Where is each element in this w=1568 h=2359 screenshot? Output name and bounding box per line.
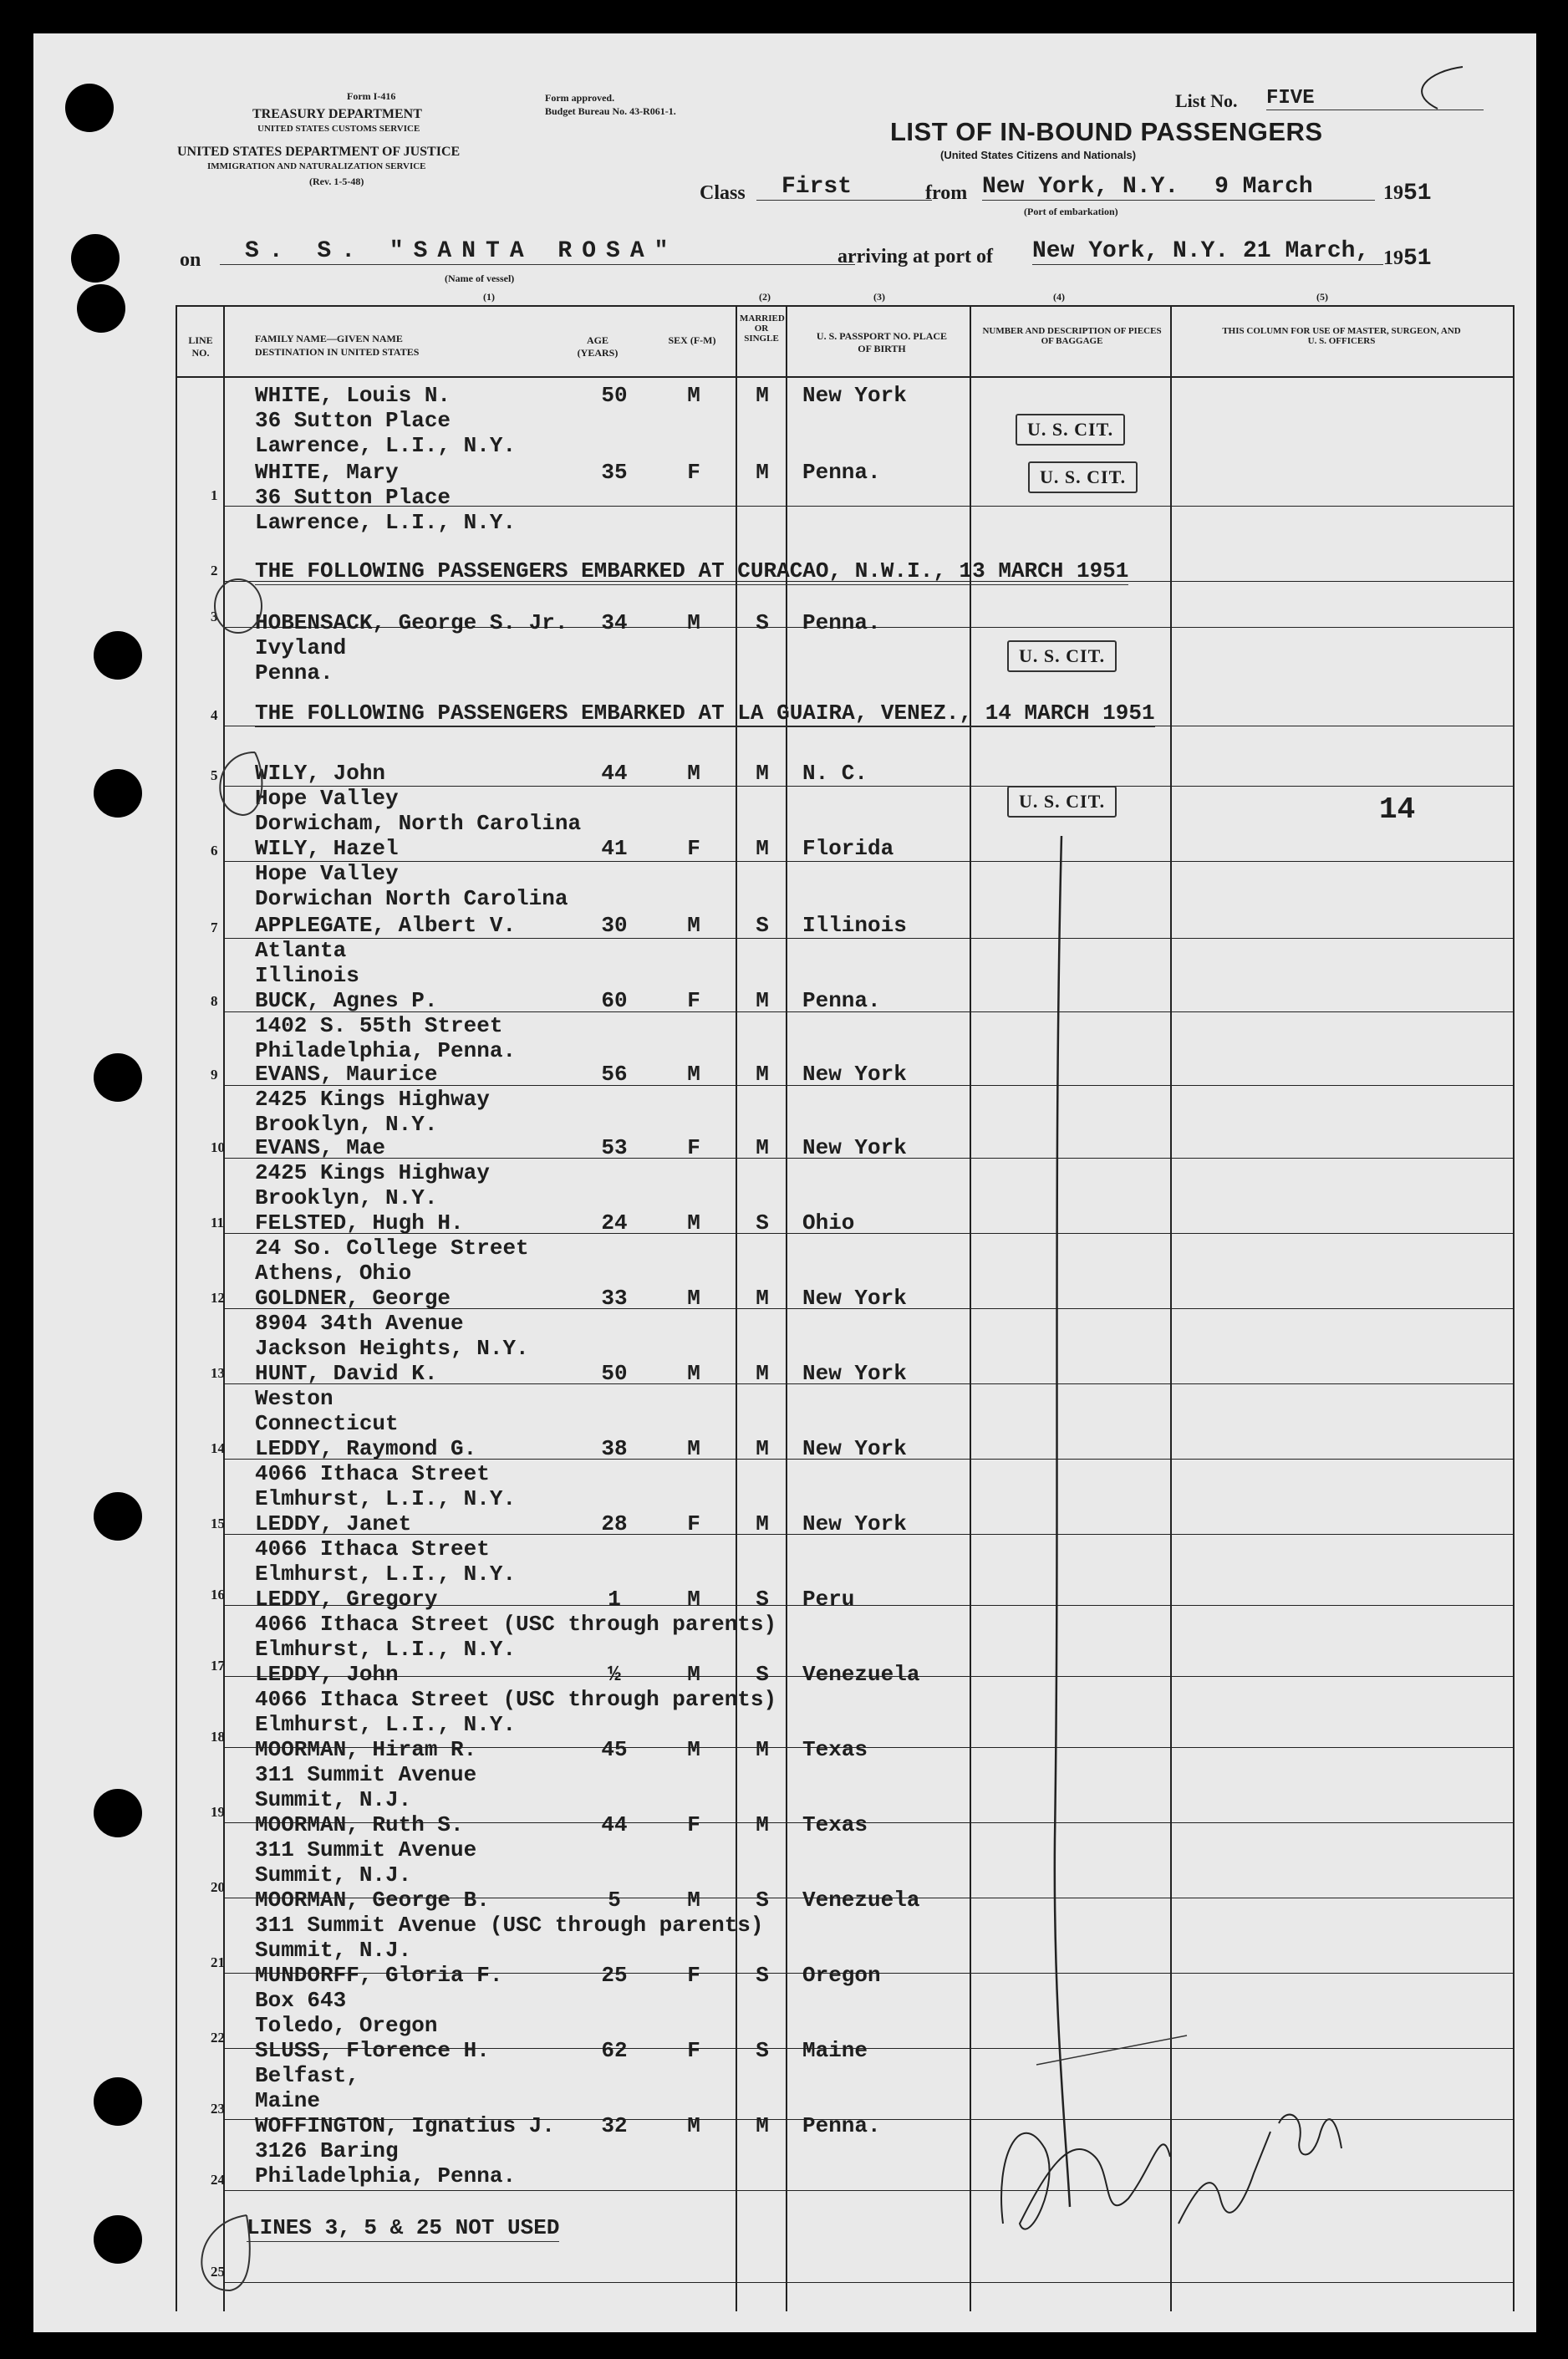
passenger-sex: M [687,1210,700,1236]
line-number: 18 [211,1729,225,1745]
passenger-age: 45 [601,1737,628,1762]
passenger-city: Philadelphia, Penna. [255,2163,517,2188]
passenger-age: 41 [601,836,628,861]
passenger-birthplace: New York [802,1511,907,1536]
year-suffix: 51 [1403,246,1432,272]
passenger-name: LEDDY, Gregory [255,1587,438,1612]
year-2 [1383,246,1432,272]
passenger-city: Maine [255,2088,321,2113]
passenger-age: 35 [601,460,628,485]
handwritten-circle [209,573,267,639]
passenger-age: 62 [601,2038,628,2063]
line-number: 11 [211,1215,225,1230]
passenger-address: Atlanta [255,938,347,963]
passenger-birthplace: Penna. [802,610,881,635]
col-num-2: (2) [759,291,771,303]
passenger-city: Brooklyn, N.Y. [255,1112,438,1137]
passenger-marital-status: S [756,1587,769,1612]
passenger-address: 4066 Ithaca Street (USC through parents) [255,1612,777,1637]
passenger-marital-status: M [756,1511,769,1536]
class-label: Class [700,182,746,204]
passenger-marital-status: M [756,460,769,485]
passenger-birthplace: N. C. [802,761,868,786]
passenger-city: Illinois [255,963,359,988]
passenger-age: 38 [601,1436,628,1461]
line-number: 20 [211,1879,225,1895]
passenger-sex: M [687,1888,700,1913]
footer-note: LINES 3, 5 & 25 NOT USED [247,2215,560,2240]
passenger-birthplace: Texas [802,1812,868,1837]
passenger-sex: F [687,460,700,485]
from-label: from [925,182,968,204]
vessel-name: S. S. "SANTA ROSA" [220,238,855,265]
passenger-city: Toledo, Oregon [255,2013,438,2038]
table-top-border [176,305,1513,307]
passenger-marital-status: M [756,2113,769,2138]
punch-hole [71,234,120,283]
line-number: 16 [211,1587,225,1602]
passenger-sex: M [687,383,700,408]
customs-service: UNITED STATES CUSTOMS SERVICE [257,124,420,134]
passenger-name: LEDDY, Janet [255,1511,412,1536]
passenger-birthplace: Penna. [802,988,881,1013]
passenger-name: HOBENSACK, George S. Jr. [255,610,568,635]
passenger-sex: F [687,1135,700,1160]
passenger-marital-status: M [756,383,769,408]
passenger-age: 60 [601,988,628,1013]
from-port: New York, N.Y. [982,174,1179,200]
col-num-1: (1) [483,291,495,303]
punch-hole [94,1053,142,1102]
passenger-city: Dorwichan North Carolina [255,886,568,911]
col-header-baggage: NUMBER AND DESCRIPTION OF PIECES OF BAGGAGE [982,326,1162,346]
passenger-sex: F [687,1812,700,1837]
us-citizen-stamp: U. S. CIT. [1007,786,1117,818]
passenger-address: Weston [255,1386,333,1411]
passenger-city: Elmhurst, L.I., N.Y. [255,1712,517,1737]
col-num-4: (4) [1053,291,1065,303]
col-header-age: AGE (YEARS) [577,334,619,359]
passenger-marital-status: M [756,836,769,861]
list-no-label: List No. [1175,90,1238,111]
passenger-marital-status: M [756,761,769,786]
passenger-marital-status: M [756,1361,769,1386]
passenger-address: 1402 S. 55th Street [255,1013,503,1038]
passenger-address: 311 Summit Avenue [255,1837,477,1862]
passenger-sex: M [687,761,700,786]
passenger-address: 4066 Ithaca Street [255,1536,490,1562]
passenger-sex: M [687,1737,700,1762]
passenger-address: Belfast, [255,2063,359,2088]
passenger-sex: M [687,1587,700,1612]
passenger-birthplace: Penna. [802,2113,881,2138]
line-number: 5 [211,767,218,783]
punch-hole [94,1789,142,1837]
passenger-age: 30 [601,913,628,938]
passenger-sex: F [687,1963,700,1988]
col-num-5: (5) [1316,291,1328,303]
embark-note-curacao: THE FOLLOWING PASSENGERS EMBARKED AT CURACAO, N.W.I., 13 MARCH 1951 [255,558,1129,583]
revision: (Rev. 1-5-48) [309,176,364,187]
punch-hole [77,284,125,333]
us-citizen-stamp: U. S. CIT. [1028,461,1138,493]
passenger-birthplace: Florida [802,836,894,861]
passenger-marital-status: M [756,1135,769,1160]
passenger-birthplace: Oregon [802,1963,881,1988]
line-number: 12 [211,1290,225,1306]
col-divider [1513,305,1515,2311]
form-title: LIST OF IN-BOUND PASSENGERS [890,117,1323,146]
line-number: 2 [211,563,218,578]
passenger-sex: M [687,913,700,938]
passenger-sex: M [687,2113,700,2138]
passenger-city: Elmhurst, L.I., N.Y. [255,1637,517,1662]
passenger-marital-status: S [756,1210,769,1236]
passenger-age: 44 [601,761,628,786]
passenger-name: WOFFINGTON, Ignatius J. [255,2113,555,2138]
passenger-city: Summit, N.J. [255,1787,412,1812]
col-header-line: LINE NO. [188,334,213,359]
year-prefix: 19 [1383,182,1403,204]
passenger-marital-status: M [756,1062,769,1087]
passenger-age: 24 [601,1210,628,1236]
line-number: 24 [211,2172,225,2188]
passenger-birthplace: Illinois [802,913,907,938]
passenger-marital-status: M [756,1286,769,1311]
officer-note: 14 [1379,792,1416,827]
passenger-marital-status: M [756,1812,769,1837]
passenger-city: Athens, Ohio [255,1261,412,1286]
passenger-address: 4066 Ithaca Street (USC through parents) [255,1687,777,1712]
passenger-name: FELSTED, Hugh H. [255,1210,464,1236]
arrival-port: New York, N.Y. 21 March, [1032,238,1383,265]
passenger-address: 311 Summit Avenue [255,1762,477,1787]
justice-dept: UNITED STATES DEPARTMENT OF JUSTICE [177,145,461,159]
line-number: 17 [211,1658,225,1674]
passenger-name: BUCK, Agnes P. [255,988,438,1013]
line-number: 22 [211,2030,225,2046]
passenger-age: 56 [601,1062,628,1087]
passenger-marital-status: S [756,913,769,938]
passenger-city: Lawrence, L.I., N.Y. [255,510,517,535]
passenger-address: Box 643 [255,1988,347,2013]
line-number: 25 [211,2264,225,2280]
handwritten-signature [970,2031,1371,2282]
handwritten-mark [1387,59,1479,117]
port-embark-note: (Port of embarkation) [1024,206,1118,217]
punch-hole [94,2077,142,2126]
passenger-birthplace: New York [802,1436,907,1461]
passenger-name: SLUSS, Florence H. [255,2038,490,2063]
passenger-sex: M [687,1436,700,1461]
passenger-address: 3126 Baring [255,2138,399,2163]
form-number: Form I-416 [347,90,396,102]
passenger-address: 8904 34th Avenue [255,1311,464,1336]
passenger-address: 24 So. College Street [255,1236,529,1261]
passenger-sex: F [687,2038,700,2063]
budget-bureau: Budget Bureau No. 43-R061-1. [545,105,676,117]
passenger-name: MOORMAN, Hiram R. [255,1737,477,1762]
passenger-name: EVANS, Maurice [255,1062,438,1087]
passenger-city: Brooklyn, N.Y. [255,1185,438,1210]
line-number: 21 [211,1954,225,1970]
passenger-name: WHITE, Mary [255,460,399,485]
col-header-officers: THIS COLUMN FOR USE OF MASTER, SURGEON, AND U. S. OFFICERS [1222,326,1461,346]
passenger-name: MOORMAN, Ruth S. [255,1812,464,1837]
line-number: 23 [211,2101,225,2117]
passenger-birthplace: New York [802,1062,907,1087]
line-number: 4 [211,707,218,723]
port-of-embarkation [982,174,1375,201]
passenger-birthplace: Texas [802,1737,868,1762]
passenger-address: 36 Sutton Place [255,408,451,433]
passenger-marital-status: S [756,2038,769,2063]
passenger-address: Ivyland [255,635,347,660]
passenger-city: Lawrence, L.I., N.Y. [255,433,517,458]
passenger-marital-status: S [756,1662,769,1687]
us-citizen-stamp: U. S. CIT. [1007,640,1117,672]
passenger-name: HUNT, David K. [255,1361,438,1386]
passenger-city: Penna. [255,660,333,685]
passenger-birthplace: New York [802,1286,907,1311]
passenger-address: Hope Valley [255,786,399,811]
vessel-note: (Name of vessel) [445,273,515,284]
passenger-name: GOLDNER, George [255,1286,451,1311]
passenger-birthplace: New York [802,1135,907,1160]
passenger-marital-status: S [756,1963,769,1988]
passenger-birthplace: Penna. [802,460,881,485]
passenger-name: LEDDY, Raymond G. [255,1436,477,1461]
passenger-age: 5 [608,1888,621,1913]
passenger-sex: F [687,988,700,1013]
embark-note-la-guaira: THE FOLLOWING PASSENGERS EMBARKED AT LA GUAIRA, VENEZ., 14 MARCH 1951 [255,701,1155,726]
passenger-sex: M [687,1361,700,1386]
handwritten-check-line [1036,836,1103,2215]
passenger-sex: M [687,610,700,635]
line-number: 10 [211,1139,225,1155]
year-1 [1383,181,1432,206]
punch-hole [94,2215,142,2264]
handwritten-circle [184,2207,259,2299]
passenger-city: Elmhurst, L.I., N.Y. [255,1562,517,1587]
line-number: 7 [211,920,218,935]
passenger-city: Philadelphia, Penna. [255,1038,517,1063]
line-number: 3 [211,609,218,624]
on-label: on [180,249,201,271]
line-number: 6 [211,843,218,859]
passenger-birthplace: Maine [802,2038,868,2063]
passenger-sex: M [687,1062,700,1087]
passenger-marital-status: S [756,610,769,635]
passenger-age: 50 [601,1361,628,1386]
passenger-sex: F [687,1511,700,1536]
passenger-age: 25 [601,1963,628,1988]
passenger-name: APPLEGATE, Albert V. [255,913,517,938]
passenger-age: 34 [601,610,628,635]
passenger-birthplace: Venezuela [802,1888,920,1913]
passenger-age: 1 [608,1587,621,1612]
passenger-birthplace: Ohio [802,1210,855,1236]
passenger-sex: M [687,1662,700,1687]
treasury-dept: TREASURY DEPARTMENT [252,107,422,121]
header-bottom-border [176,376,1513,378]
passenger-city: Dorwicham, North Carolina [255,811,582,836]
passenger-name: MOORMAN, George B. [255,1888,490,1913]
class-value: First [756,174,932,201]
passenger-birthplace: Peru [802,1587,855,1612]
passenger-birthplace: Venezuela [802,1662,920,1687]
col-header-married: MARRIED OR SINGLE [740,313,785,344]
passenger-age: 44 [601,1812,628,1837]
ins-service: IMMIGRATION AND NATURALIZATION SERVICE [207,161,426,171]
col-header-sex: SEX (F-M) [668,334,716,346]
passenger-name: MUNDORFF, Gloria F. [255,1963,503,1988]
punch-hole [94,631,142,680]
passenger-city: Jackson Heights, N.Y. [255,1336,529,1361]
passenger-age: ½ [608,1662,621,1687]
passenger-city: Elmhurst, L.I., N.Y. [255,1486,517,1511]
embark-date: 9 March [1214,174,1313,200]
line-number: 19 [211,1804,225,1820]
col-header-passport: U. S. PASSPORT NO. PLACE OF BIRTH [816,330,948,354]
passenger-city: Summit, N.J. [255,1862,412,1888]
line-number: 15 [211,1516,225,1531]
passenger-address: 2425 Kings Highway [255,1087,490,1112]
line-number: 1 [211,487,218,503]
passenger-age: 32 [601,2113,628,2138]
passenger-name: LEDDY, John [255,1662,399,1687]
passenger-sex: M [687,1286,700,1311]
year-suffix: 51 [1403,181,1432,206]
passenger-birthplace: New York [802,1361,907,1386]
manifest-page [33,33,1536,2332]
passenger-age: 28 [601,1511,628,1536]
passenger-address: 36 Sutton Place [255,485,451,510]
punch-hole [65,84,114,132]
passenger-name: WILY, Hazel [255,836,399,861]
form-subtitle: (United States Citizens and Nationals) [940,149,1137,161]
passenger-name: WILY, John [255,761,386,786]
passenger-address: 311 Summit Avenue (USC through parents) [255,1913,764,1938]
year-prefix: 19 [1383,247,1403,269]
punch-hole [94,769,142,818]
col-header-name: FAMILY NAME—GIVEN NAME [255,333,403,344]
passenger-sex: F [687,836,700,861]
us-citizen-stamp: U. S. CIT. [1016,414,1125,446]
form-approved: Form approved. [545,92,615,104]
passenger-address: Hope Valley [255,861,399,886]
passenger-name: EVANS, Mae [255,1135,386,1160]
col-num-3: (3) [873,291,885,303]
line-number: 8 [211,993,218,1009]
passenger-city: Summit, N.J. [255,1938,412,1963]
col-divider [176,305,177,2311]
passenger-name: WHITE, Louis N. [255,383,451,408]
passenger-marital-status: M [756,1737,769,1762]
list-no-value: FIVE [1266,87,1484,110]
passenger-city: Connecticut [255,1411,399,1436]
line-number: 13 [211,1365,225,1381]
passenger-age: 53 [601,1135,628,1160]
col-header-destination: DESTINATION IN UNITED STATES [255,346,420,358]
arriving-label: arriving at port of [837,246,993,267]
punch-hole [94,1492,142,1541]
row-divider [223,2282,1513,2283]
row-divider [223,786,1513,787]
passenger-marital-status: M [756,988,769,1013]
passenger-age: 33 [601,1286,628,1311]
passenger-age: 50 [601,383,628,408]
passenger-address: 4066 Ithaca Street [255,1461,490,1486]
line-number: 14 [211,1440,225,1456]
passenger-marital-status: M [756,1436,769,1461]
passenger-birthplace: New York [802,383,907,408]
line-number: 9 [211,1067,218,1083]
passenger-marital-status: S [756,1888,769,1913]
handwritten-circle [205,744,272,819]
passenger-address: 2425 Kings Highway [255,1160,490,1185]
